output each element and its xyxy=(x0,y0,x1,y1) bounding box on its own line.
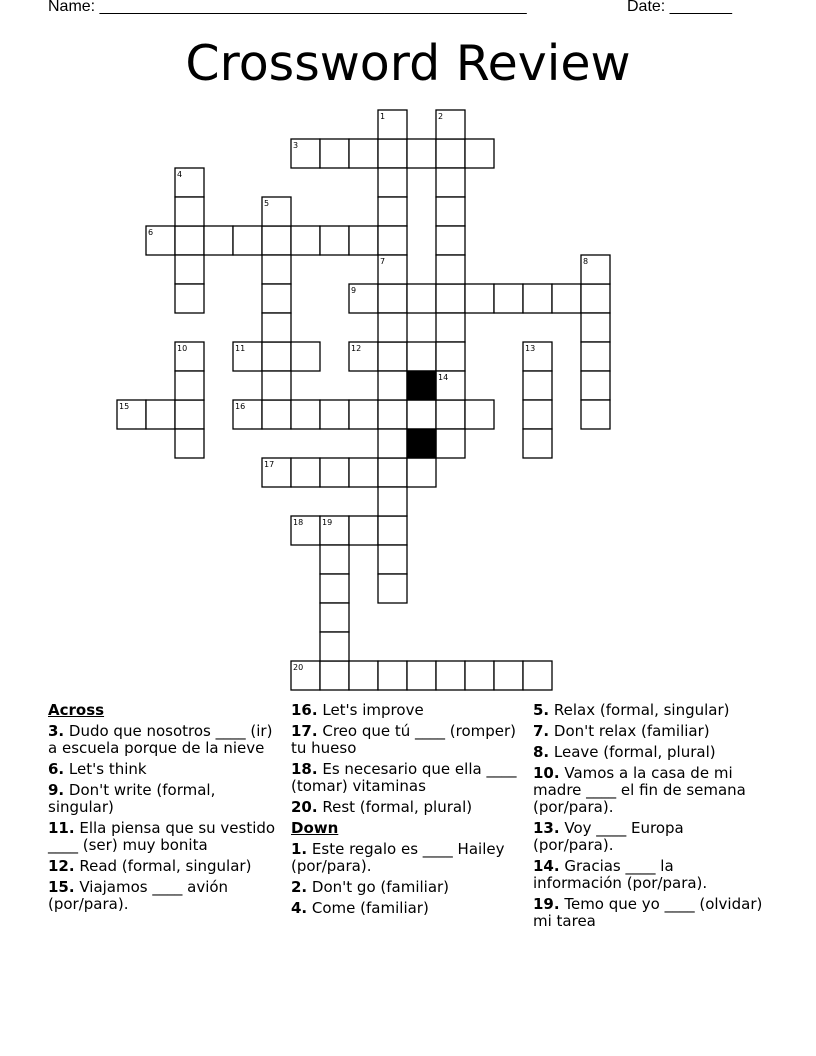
grid-cell[interactable] xyxy=(349,458,378,487)
grid-cell[interactable] xyxy=(378,168,407,197)
grid-cell[interactable] xyxy=(436,429,465,458)
clue-number-2: 2 xyxy=(438,112,444,121)
clue-across-3: 3. Dudo que nosotros ____ (ir) a escuela porque de la nieve xyxy=(48,722,273,757)
grid-cell[interactable] xyxy=(465,661,494,690)
grid-cell[interactable] xyxy=(378,545,407,574)
grid-cell[interactable] xyxy=(378,284,407,313)
clue-down-5: 5. Relax (formal, singular) xyxy=(533,701,730,719)
date-field-label: Date: _______ xyxy=(627,0,732,15)
page-title: Crossword Review xyxy=(185,35,631,92)
clue-number-13: 13 xyxy=(525,344,536,353)
clues-column-3 xyxy=(533,702,765,934)
grid-cell[interactable] xyxy=(436,313,465,342)
clue-number-10: 10 xyxy=(177,344,188,353)
clue-number-1: 1 xyxy=(380,112,386,121)
grid-cell[interactable] xyxy=(436,226,465,255)
grid-cell[interactable] xyxy=(262,313,291,342)
grid-cell[interactable] xyxy=(436,197,465,226)
down-heading: Down xyxy=(291,819,339,837)
grid-cell[interactable] xyxy=(523,661,552,690)
clue-number-7: 7 xyxy=(380,257,386,266)
grid-cell[interactable] xyxy=(291,342,320,371)
grid-cell[interactable] xyxy=(378,139,407,168)
grid-cell[interactable] xyxy=(378,661,407,690)
grid-cell[interactable] xyxy=(523,284,552,313)
clue-across-12: 12. Read (formal, singular) xyxy=(48,857,252,875)
clues-column-1 xyxy=(48,702,280,917)
grid-cell[interactable] xyxy=(581,342,610,371)
grid-cell[interactable] xyxy=(523,400,552,429)
grid-cell[interactable] xyxy=(436,400,465,429)
grid-cell[interactable] xyxy=(320,139,349,168)
clue-number-19: 19 xyxy=(322,518,333,527)
clue-down-19: 19. Temo que yo ____ (olvidar) mi tarea xyxy=(533,895,763,930)
grid-cell[interactable] xyxy=(581,284,610,313)
grid-cell[interactable] xyxy=(349,226,378,255)
grid-cell[interactable] xyxy=(320,458,349,487)
grid-cell[interactable] xyxy=(378,458,407,487)
grid-cell[interactable] xyxy=(262,284,291,313)
grid-cell[interactable] xyxy=(523,429,552,458)
grid-cell[interactable] xyxy=(378,487,407,516)
grid-cell[interactable] xyxy=(465,400,494,429)
grid-cell[interactable] xyxy=(378,400,407,429)
grid-cell[interactable] xyxy=(349,661,378,690)
clue-number-9: 9 xyxy=(351,286,357,295)
grid-cell[interactable] xyxy=(378,516,407,545)
grid-cell[interactable] xyxy=(378,313,407,342)
name-field-label: Name: ________________________________________________ xyxy=(48,0,527,15)
grid-cell[interactable] xyxy=(436,342,465,371)
clue-number-6: 6 xyxy=(148,228,154,237)
clue-down-1: 1. Este regalo es ____ Hailey (por/para). xyxy=(291,840,505,875)
clue-across-16: 16. Let's improve xyxy=(291,701,424,719)
grid-cell[interactable] xyxy=(378,342,407,371)
grid-cell[interactable] xyxy=(320,400,349,429)
grid-cell[interactable] xyxy=(262,371,291,400)
grid-cell[interactable] xyxy=(233,226,262,255)
clue-number-15: 15 xyxy=(119,402,130,411)
clue-number-18: 18 xyxy=(293,518,304,527)
grid-cell[interactable] xyxy=(552,284,581,313)
across-heading: Across xyxy=(48,701,105,719)
clue-across-17: 17. Creo que tú ____ (romper) tu hueso xyxy=(291,722,517,757)
grid-cell[interactable] xyxy=(262,226,291,255)
clue-number-17: 17 xyxy=(264,460,275,469)
grid-cell[interactable] xyxy=(465,139,494,168)
grid-cell[interactable] xyxy=(320,226,349,255)
grid-cell[interactable] xyxy=(291,458,320,487)
clue-across-9: 9. Don't write (formal, singular) xyxy=(48,781,216,816)
grid-cell[interactable] xyxy=(262,400,291,429)
grid-cell[interactable] xyxy=(349,400,378,429)
grid-cell[interactable] xyxy=(349,516,378,545)
clue-down-2: 2. Don't go (familiar) xyxy=(291,878,450,896)
clue-down-8: 8. Leave (formal, plural) xyxy=(533,743,716,761)
clue-number-14: 14 xyxy=(438,373,449,382)
grid-cell[interactable] xyxy=(436,139,465,168)
grid-cell[interactable] xyxy=(349,139,378,168)
clue-across-18: 18. Es necesario que ella ____ (tomar) vitaminas xyxy=(291,760,517,795)
grid-cell[interactable] xyxy=(320,632,349,661)
grid-cell[interactable] xyxy=(378,226,407,255)
grid-cell[interactable] xyxy=(407,661,436,690)
grid-cell[interactable] xyxy=(291,226,320,255)
clues-column-2 xyxy=(291,702,523,921)
black-square xyxy=(407,429,436,458)
clue-across-11: 11. Ella piensa que su vestido ____ (ser) muy bonita xyxy=(48,819,276,854)
grid-cell[interactable] xyxy=(175,400,204,429)
grid-cell[interactable] xyxy=(407,139,436,168)
clue-across-15: 15. Viajamos ____ avión (por/para). xyxy=(48,878,229,913)
grid-cell[interactable] xyxy=(581,400,610,429)
clue-number-3: 3 xyxy=(293,141,299,150)
clue-number-16: 16 xyxy=(235,402,246,411)
grid-cell[interactable] xyxy=(436,255,465,284)
grid-cell[interactable] xyxy=(320,545,349,574)
clue-number-20: 20 xyxy=(293,663,304,672)
grid-cell[interactable] xyxy=(320,661,349,690)
clue-down-13: 13. Voy ____ Europa (por/para). xyxy=(533,819,684,854)
grid-cell[interactable] xyxy=(175,197,204,226)
grid-cell[interactable] xyxy=(204,226,233,255)
grid-cell[interactable] xyxy=(407,342,436,371)
grid-cell[interactable] xyxy=(436,661,465,690)
grid-cell[interactable] xyxy=(175,371,204,400)
clue-number-8: 8 xyxy=(583,257,589,266)
black-square xyxy=(407,371,436,400)
clue-down-10: 10. Vamos a la casa de mi madre ____ el fin de semana (por/para). xyxy=(533,764,746,816)
clue-down-4: 4. Come (familiar) xyxy=(291,899,429,917)
grid-cell[interactable] xyxy=(407,458,436,487)
grid-cell[interactable] xyxy=(523,371,552,400)
grid-cell[interactable] xyxy=(378,197,407,226)
grid-cell[interactable] xyxy=(378,429,407,458)
grid-cell[interactable] xyxy=(320,574,349,603)
grid-cell[interactable] xyxy=(436,168,465,197)
grid-cell[interactable] xyxy=(407,400,436,429)
clue-down-7: 7. Don't relax (familiar) xyxy=(533,722,710,740)
grid-cell[interactable] xyxy=(378,371,407,400)
grid-cell[interactable] xyxy=(262,342,291,371)
grid-cell[interactable] xyxy=(175,284,204,313)
grid-cell[interactable] xyxy=(494,661,523,690)
grid-cell[interactable] xyxy=(175,429,204,458)
grid-cell[interactable] xyxy=(465,284,494,313)
grid-cell[interactable] xyxy=(175,255,204,284)
grid-cell[interactable] xyxy=(291,400,320,429)
grid-cell[interactable] xyxy=(320,603,349,632)
grid-cell[interactable] xyxy=(581,371,610,400)
grid-cell[interactable] xyxy=(581,313,610,342)
grid-cell[interactable] xyxy=(146,400,175,429)
clue-number-12: 12 xyxy=(351,344,362,353)
clue-across-20: 20. Rest (formal, plural) xyxy=(291,798,473,816)
clue-down-14: 14. Gracias ____ la información (por/para). xyxy=(533,857,708,892)
clue-number-5: 5 xyxy=(264,199,270,208)
grid-cell[interactable] xyxy=(436,284,465,313)
clue-number-4: 4 xyxy=(177,170,183,179)
grid-cell[interactable] xyxy=(494,284,523,313)
grid-cell[interactable] xyxy=(378,574,407,603)
grid-cell[interactable] xyxy=(175,226,204,255)
clue-number-11: 11 xyxy=(235,344,246,353)
grid-cell[interactable] xyxy=(262,255,291,284)
grid-cell[interactable] xyxy=(407,284,436,313)
clue-across-6: 6. Let's think xyxy=(48,760,147,778)
